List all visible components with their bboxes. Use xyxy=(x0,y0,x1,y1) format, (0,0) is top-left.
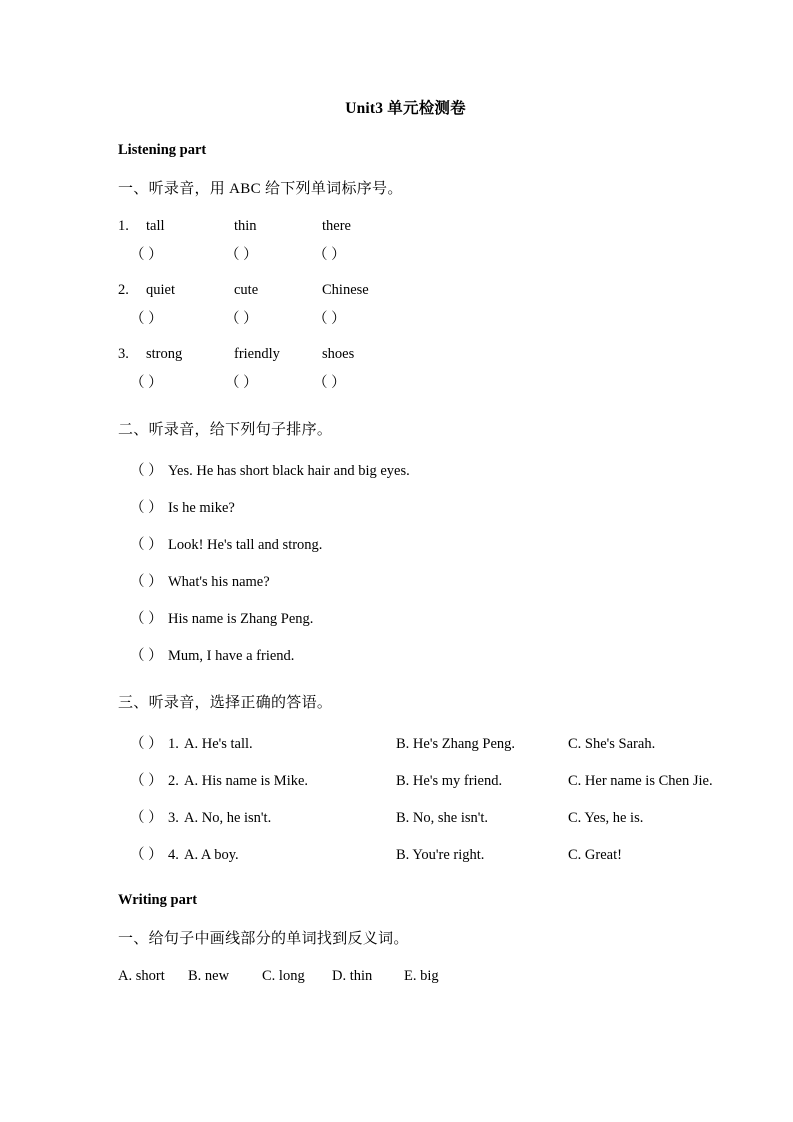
answer-blank[interactable]: （ ） xyxy=(130,648,163,664)
item-number: 2. xyxy=(118,282,129,298)
choice-c[interactable]: C. Great! xyxy=(568,847,622,863)
word: quiet xyxy=(146,282,175,298)
sentence-text: Is he mike? xyxy=(168,500,235,516)
choice-c[interactable]: C. Yes, he is. xyxy=(568,810,644,826)
answer-blank[interactable]: （ ） xyxy=(130,247,163,263)
word: shoes xyxy=(322,346,355,362)
answer-blank[interactable]: （ ） xyxy=(130,810,163,826)
option-d[interactable]: D. thin xyxy=(332,968,373,984)
choice-b[interactable]: B. He's my friend. xyxy=(396,773,503,789)
word-row xyxy=(118,346,693,363)
choice-row xyxy=(118,806,693,827)
answer-blank[interactable]: （ ） xyxy=(225,247,258,263)
answer-blank[interactable]: （ ） xyxy=(225,311,258,327)
sentence-row xyxy=(118,459,693,480)
word: Chinese xyxy=(322,282,369,298)
item-number: 2. xyxy=(168,773,179,789)
answer-blank[interactable]: （ ） xyxy=(130,463,163,479)
answer-blank[interactable]: （ ） xyxy=(313,375,346,391)
answer-paren-row xyxy=(118,371,693,392)
sentence-row xyxy=(118,607,693,628)
option-b[interactable]: B. new xyxy=(188,968,230,984)
choice-b[interactable]: B. No, she isn't. xyxy=(396,810,489,826)
choice-a[interactable]: A. His name is Mike. xyxy=(184,773,309,789)
word: strong xyxy=(146,346,183,362)
choice-a[interactable]: A. No, he isn't. xyxy=(184,810,272,826)
option-c[interactable]: C. long xyxy=(262,968,305,984)
option-a[interactable]: A. short xyxy=(118,968,165,984)
item-number: 4. xyxy=(168,847,179,863)
answer-blank[interactable]: （ ） xyxy=(130,311,163,327)
section-label-listening: Listening part xyxy=(118,142,207,158)
sentence-text: His name is Zhang Peng. xyxy=(168,611,314,627)
section-label-writing: Writing part xyxy=(118,892,198,908)
sentence-text: What's his name? xyxy=(168,574,270,590)
word: friendly xyxy=(234,346,280,362)
answer-blank[interactable]: （ ） xyxy=(130,574,163,590)
word: there xyxy=(322,218,351,234)
choice-c[interactable]: C. Her name is Chen Jie. xyxy=(568,773,713,789)
word: tall xyxy=(146,218,165,234)
word-row xyxy=(118,282,693,299)
answer-blank[interactable]: （ ） xyxy=(313,311,346,327)
sentence-text: Look! He's tall and strong. xyxy=(168,537,323,553)
sentence-row xyxy=(118,496,693,517)
question-heading-3: 三、听录音，选择正确的答语。 xyxy=(118,695,333,711)
sentence-row xyxy=(118,644,693,665)
choice-row xyxy=(118,769,713,790)
word: cute xyxy=(234,282,259,298)
choice-c[interactable]: C. She's Sarah. xyxy=(568,736,656,752)
choice-b[interactable]: B. You're right. xyxy=(396,847,485,863)
answer-blank[interactable]: （ ） xyxy=(130,611,163,627)
choice-row xyxy=(118,843,693,864)
sentence-row xyxy=(118,570,693,591)
page-title: Unit3 单元检测卷 xyxy=(345,100,466,117)
item-number: 1. xyxy=(118,218,129,234)
answer-blank[interactable]: （ ） xyxy=(130,773,163,789)
choice-b[interactable]: B. He's Zhang Peng. xyxy=(396,736,516,752)
option-row xyxy=(118,968,693,985)
word-row xyxy=(118,218,693,235)
sentence-row xyxy=(118,533,693,554)
question-heading-1: 一、听录音，用 ABC 给下列单词标序号。 xyxy=(118,181,403,197)
question-heading-2: 二、听录音，给下列句子排序。 xyxy=(118,422,333,438)
answer-blank[interactable]: （ ） xyxy=(130,375,163,391)
item-number: 3. xyxy=(168,810,179,826)
answer-blank[interactable]: （ ） xyxy=(130,736,163,752)
choice-a[interactable]: A. He's tall. xyxy=(184,736,253,752)
item-number: 1. xyxy=(168,736,179,752)
choice-row xyxy=(118,732,693,753)
answer-paren-row xyxy=(118,307,693,328)
choice-a[interactable]: A. A boy. xyxy=(184,847,239,863)
sentence-text: Yes. He has short black hair and big eyes. xyxy=(168,463,410,479)
answer-blank[interactable]: （ ） xyxy=(130,847,163,863)
sentence-text: Mum, I have a friend. xyxy=(168,648,295,664)
word: thin xyxy=(234,218,257,234)
answer-blank[interactable]: （ ） xyxy=(225,375,258,391)
option-e[interactable]: E. big xyxy=(404,968,439,984)
answer-blank[interactable]: （ ） xyxy=(313,247,346,263)
writing-question-heading-1: 一、给句子中画线部分的单词找到反义词。 xyxy=(118,931,409,947)
answer-paren-row xyxy=(118,243,693,264)
item-number: 3. xyxy=(118,346,129,362)
answer-blank[interactable]: （ ） xyxy=(130,500,163,516)
answer-blank[interactable]: （ ） xyxy=(130,537,163,553)
